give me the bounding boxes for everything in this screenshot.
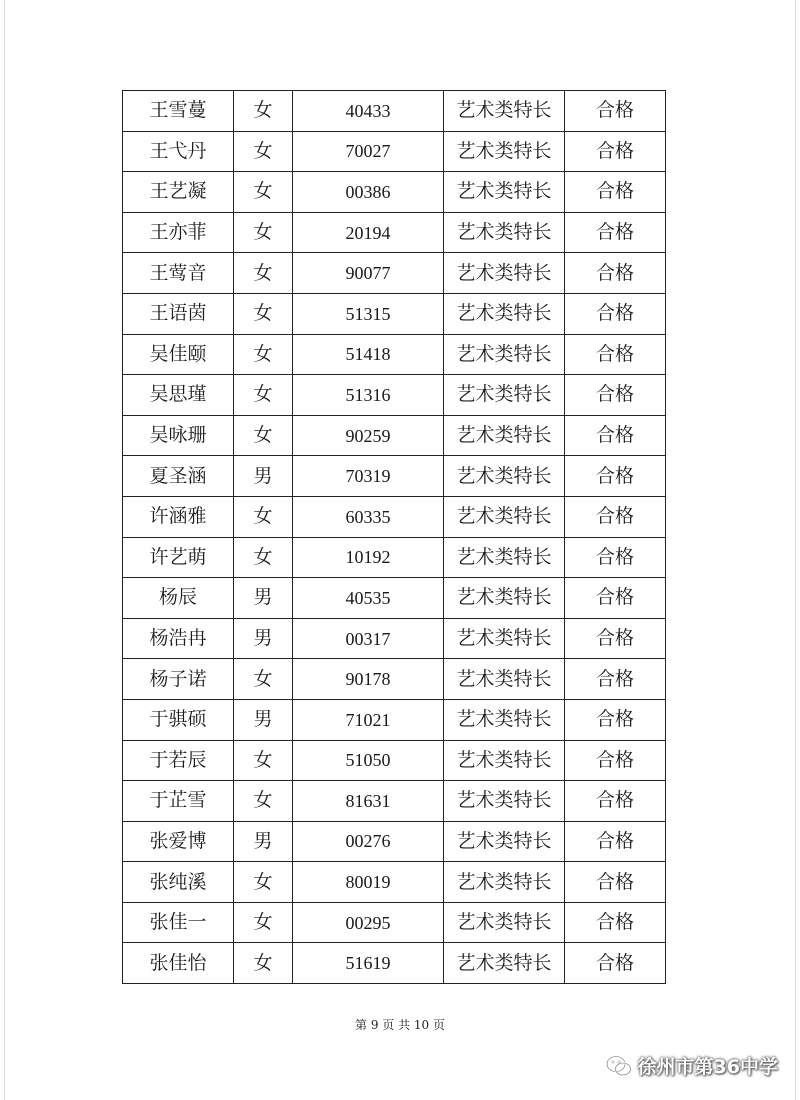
cell-name: 夏圣涵 xyxy=(123,456,234,497)
cell-id: 70027 xyxy=(293,131,444,172)
cell-category: 艺术类特长 xyxy=(444,659,565,700)
cell-gender: 女 xyxy=(234,781,293,822)
cell-gender: 女 xyxy=(234,740,293,781)
cell-result: 合格 xyxy=(565,862,666,903)
cell-result: 合格 xyxy=(565,172,666,213)
cell-category: 艺术类特长 xyxy=(444,862,565,903)
cell-result: 合格 xyxy=(565,456,666,497)
table-row xyxy=(123,862,666,903)
cell-name: 张佳怡 xyxy=(123,943,234,984)
cell-id: 00317 xyxy=(293,618,444,659)
cell-gender: 男 xyxy=(234,578,293,619)
page-number: 第 9 页 共 10 页 xyxy=(355,1018,445,1032)
cell-id: 10192 xyxy=(293,537,444,578)
cell-id: 71021 xyxy=(293,699,444,740)
cell-name: 王亦菲 xyxy=(123,212,234,253)
results-table-body xyxy=(123,91,666,984)
cell-gender: 女 xyxy=(234,131,293,172)
cell-gender: 女 xyxy=(234,212,293,253)
table-row xyxy=(123,496,666,537)
cell-name: 吴咏珊 xyxy=(123,415,234,456)
cell-gender: 女 xyxy=(234,496,293,537)
cell-result: 合格 xyxy=(565,659,666,700)
cell-category: 艺术类特长 xyxy=(444,618,565,659)
cell-result: 合格 xyxy=(565,902,666,943)
cell-gender: 女 xyxy=(234,172,293,213)
table-row xyxy=(123,293,666,334)
cell-category: 艺术类特长 xyxy=(444,293,565,334)
cell-id: 20194 xyxy=(293,212,444,253)
table-row xyxy=(123,91,666,132)
table-row xyxy=(123,334,666,375)
cell-name: 王艺凝 xyxy=(123,172,234,213)
cell-gender: 女 xyxy=(234,659,293,700)
cell-category: 艺术类特长 xyxy=(444,131,565,172)
cell-result: 合格 xyxy=(565,415,666,456)
cell-name: 王弋丹 xyxy=(123,131,234,172)
cell-id: 51316 xyxy=(293,375,444,416)
cell-gender: 女 xyxy=(234,293,293,334)
cell-id: 90077 xyxy=(293,253,444,294)
cell-gender: 女 xyxy=(234,943,293,984)
watermark-text: 徐州市第36中学 xyxy=(637,1056,778,1078)
table-row xyxy=(123,943,666,984)
cell-name: 许艺萌 xyxy=(123,537,234,578)
table-row xyxy=(123,415,666,456)
cell-category: 艺术类特长 xyxy=(444,537,565,578)
cell-category: 艺术类特长 xyxy=(444,172,565,213)
cell-category: 艺术类特长 xyxy=(444,821,565,862)
cell-category: 艺术类特长 xyxy=(444,740,565,781)
cell-result: 合格 xyxy=(565,334,666,375)
cell-result: 合格 xyxy=(565,131,666,172)
watermark xyxy=(606,1052,778,1079)
cell-id: 00386 xyxy=(293,172,444,213)
cell-category: 艺术类特长 xyxy=(444,375,565,416)
cell-id: 51619 xyxy=(293,943,444,984)
table-row xyxy=(123,131,666,172)
cell-gender: 女 xyxy=(234,91,293,132)
cell-id: 60335 xyxy=(293,496,444,537)
cell-category: 艺术类特长 xyxy=(444,902,565,943)
cell-result: 合格 xyxy=(565,943,666,984)
cell-category: 艺术类特长 xyxy=(444,496,565,537)
cell-category: 艺术类特长 xyxy=(444,253,565,294)
cell-gender: 男 xyxy=(234,456,293,497)
cell-name: 于若辰 xyxy=(123,740,234,781)
cell-gender: 男 xyxy=(234,699,293,740)
cell-result: 合格 xyxy=(565,699,666,740)
cell-gender: 男 xyxy=(234,618,293,659)
table-row xyxy=(123,781,666,822)
cell-gender: 女 xyxy=(234,253,293,294)
cell-result: 合格 xyxy=(565,293,666,334)
table-row xyxy=(123,740,666,781)
cell-category: 艺术类特长 xyxy=(444,334,565,375)
cell-result: 合格 xyxy=(565,212,666,253)
cell-id: 00295 xyxy=(293,902,444,943)
page-edge-right xyxy=(795,0,796,1100)
table-row xyxy=(123,618,666,659)
cell-result: 合格 xyxy=(565,537,666,578)
table-row xyxy=(123,537,666,578)
table-row xyxy=(123,212,666,253)
cell-result: 合格 xyxy=(565,91,666,132)
table-row xyxy=(123,699,666,740)
cell-result: 合格 xyxy=(565,375,666,416)
cell-name: 许涵雅 xyxy=(123,496,234,537)
cell-name: 张爱博 xyxy=(123,821,234,862)
cell-category: 艺术类特长 xyxy=(444,781,565,822)
cell-name: 杨子诺 xyxy=(123,659,234,700)
table-row xyxy=(123,456,666,497)
cell-result: 合格 xyxy=(565,821,666,862)
cell-category: 艺术类特长 xyxy=(444,578,565,619)
cell-result: 合格 xyxy=(565,578,666,619)
cell-name: 于骐硕 xyxy=(123,699,234,740)
cell-gender: 女 xyxy=(234,902,293,943)
cell-name: 吴佳颐 xyxy=(123,334,234,375)
cell-result: 合格 xyxy=(565,496,666,537)
cell-gender: 女 xyxy=(234,862,293,903)
table-row xyxy=(123,578,666,619)
table-row xyxy=(123,902,666,943)
table-row xyxy=(123,821,666,862)
cell-name: 吴思瑾 xyxy=(123,375,234,416)
results-table xyxy=(122,90,666,984)
cell-category: 艺术类特长 xyxy=(444,943,565,984)
cell-name: 杨辰 xyxy=(123,578,234,619)
cell-name: 王莺音 xyxy=(123,253,234,294)
wechat-icon xyxy=(606,1055,632,1077)
cell-id: 51050 xyxy=(293,740,444,781)
cell-result: 合格 xyxy=(565,781,666,822)
cell-id: 70319 xyxy=(293,456,444,497)
cell-id: 81631 xyxy=(293,781,444,822)
cell-category: 艺术类特长 xyxy=(444,415,565,456)
cell-id: 80019 xyxy=(293,862,444,903)
cell-name: 杨浩冉 xyxy=(123,618,234,659)
table-row xyxy=(123,659,666,700)
table-row xyxy=(123,253,666,294)
cell-gender: 男 xyxy=(234,821,293,862)
cell-name: 张纯溪 xyxy=(123,862,234,903)
cell-category: 艺术类特长 xyxy=(444,91,565,132)
cell-id: 90178 xyxy=(293,659,444,700)
page-edge-left xyxy=(4,0,5,1100)
table-row xyxy=(123,172,666,213)
cell-category: 艺术类特长 xyxy=(444,212,565,253)
cell-id: 51315 xyxy=(293,293,444,334)
cell-id: 40535 xyxy=(293,578,444,619)
cell-gender: 女 xyxy=(234,375,293,416)
cell-name: 王语茵 xyxy=(123,293,234,334)
cell-gender: 女 xyxy=(234,537,293,578)
table-row xyxy=(123,375,666,416)
cell-id: 51418 xyxy=(293,334,444,375)
cell-gender: 女 xyxy=(234,415,293,456)
cell-id: 00276 xyxy=(293,821,444,862)
cell-category: 艺术类特长 xyxy=(444,699,565,740)
cell-result: 合格 xyxy=(565,740,666,781)
cell-result: 合格 xyxy=(565,618,666,659)
cell-id: 40433 xyxy=(293,91,444,132)
cell-name: 于芷雪 xyxy=(123,781,234,822)
cell-name: 张佳一 xyxy=(123,902,234,943)
cell-name: 王雪蔓 xyxy=(123,91,234,132)
cell-id: 90259 xyxy=(293,415,444,456)
cell-result: 合格 xyxy=(565,253,666,294)
cell-category: 艺术类特长 xyxy=(444,456,565,497)
cell-gender: 女 xyxy=(234,334,293,375)
